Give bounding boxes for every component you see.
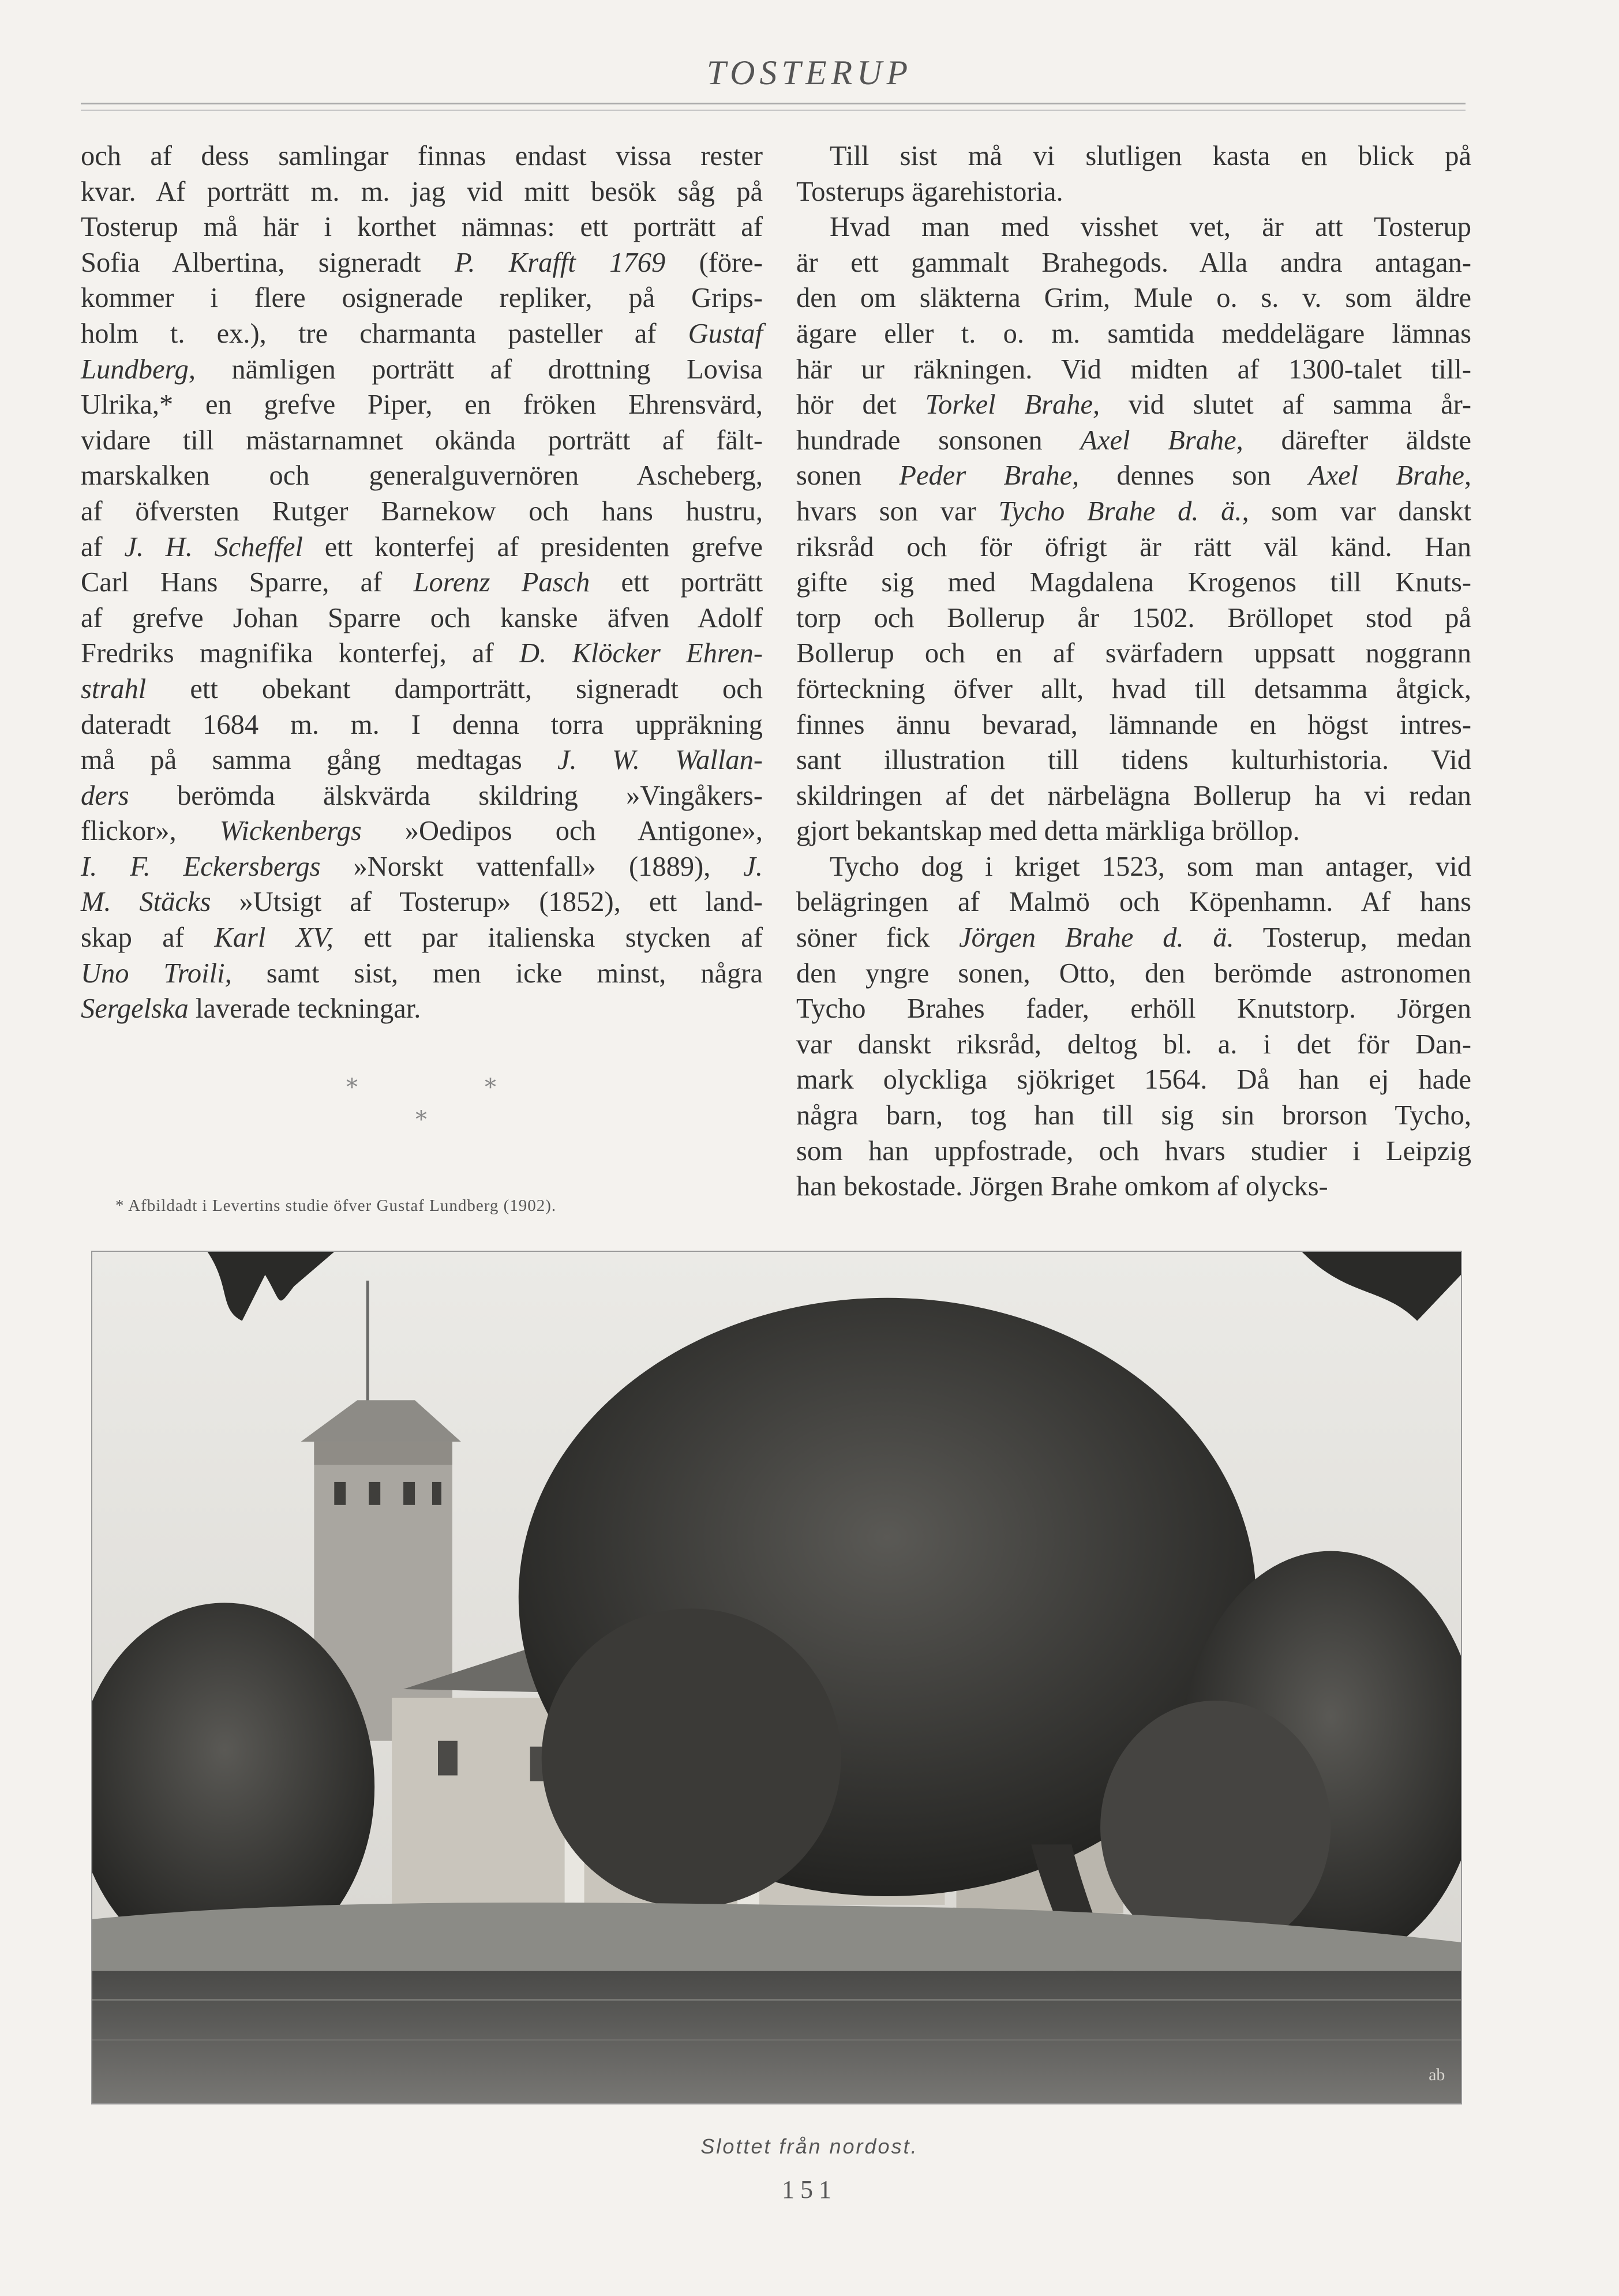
photo-monogram: ab: [1429, 2065, 1445, 2085]
page-number: 151: [782, 2175, 837, 2204]
text-line: Tosterup må här i korthet nämnas: ett porträtt af: [81, 212, 763, 243]
text-line: sonen Peder Brahe, dennes son Axel Brahe,: [796, 460, 1471, 492]
text-line: han bekostade. Jörgen Brahe omkom af olycks-: [796, 1171, 1328, 1202]
text-line: finnes ännu bevarad, lämnande en högst intres-: [796, 709, 1471, 740]
text-line: några barn, tog han till sig sin brorson Tycho,: [796, 1100, 1471, 1131]
text-line: förteckning öfver allt, hvad till detsamma åtgick,: [796, 673, 1471, 704]
italic-name: strahl: [81, 673, 147, 704]
text-line: är ett gammalt Brahegods. Alla andra antagan-: [796, 247, 1471, 278]
running-head: TOSTERUP: [706, 54, 913, 92]
text-line: af grefve Johan Sparre och kanske äfven Adolf: [81, 602, 763, 633]
text-line: Till sist må vi slutligen kasta en blick på: [830, 141, 1471, 171]
paragraph: [796, 849, 1471, 1205]
text-line: den om släkterna Grim, Mule o. s. v. som äldre: [796, 283, 1471, 314]
italic-name: Sergelska: [81, 993, 189, 1025]
text-line: mark olyckliga sjökriget 1564. Då han ej hade: [796, 1064, 1471, 1096]
text-line: hör det Torkel Brahe, vid slutet af samma år-: [796, 389, 1472, 421]
italic-name: ders: [81, 780, 129, 811]
italic-name: Peder Brahe,: [899, 460, 1080, 492]
text-line: kommer i flere osignerade repliker, på Grips-: [81, 283, 763, 314]
text-line: hundrade sonsonen Axel Brahe, därefter äldste: [796, 425, 1471, 456]
paragraph: [796, 138, 1471, 209]
text-line: sant illustration till tidens kulturhistoria. Vid: [796, 745, 1471, 776]
text-line: hvars son var Tycho Brahe d. ä., som var danskt: [796, 496, 1471, 527]
text-line: Ulrika,* en grefve Piper, en fröken Ehrensvärd,: [81, 389, 763, 421]
right-column: [796, 138, 1471, 1205]
asterism: [323, 1074, 531, 1138]
asterism-star: *: [415, 1106, 427, 1133]
text-line: holm t. ex.), tre charmanta pasteller af Gustaf: [81, 318, 763, 349]
italic-name: D. Klöcker Ehren-: [519, 638, 763, 669]
photo-water: [92, 1971, 1461, 2103]
italic-name: Torkel Brahe,: [925, 389, 1100, 421]
footnote: * Afbildadt i Levertins studie öfver Gustaf Lundberg (1902).: [115, 1196, 557, 1215]
text-line: marskalken och generalguvernören Ascheberg,: [81, 460, 763, 492]
header-rule: [81, 103, 1466, 104]
castle-photo-illustration: [92, 1252, 1461, 2103]
text-line: var danskt riksråd, deltog bl. a. i det för Dan-: [796, 1029, 1471, 1060]
italic-name: Uno Troili,: [81, 958, 232, 989]
italic-name: P. Krafft 1769: [454, 247, 666, 278]
italic-name: Lundberg,: [81, 354, 196, 385]
text-line: Hvad man med visshet vet, är att Tosterup: [830, 212, 1471, 243]
text-line: Uno Troili, samt sist, men icke minst, några: [81, 958, 763, 989]
text-line: skildringen af det närbelägna Bollerup ha vi redan: [796, 780, 1471, 811]
italic-name: J. H. Scheffel: [124, 531, 303, 562]
text-line: riksråd och för öfrigt är rätt väl känd. Han: [796, 531, 1471, 562]
text-line: Bollerup och en af svärfadern uppsatt noggrann: [796, 638, 1471, 669]
paragraph: [796, 209, 1471, 849]
text-line: I. F. Eckersbergs »Norskt vattenfall» (1889), J.: [81, 851, 763, 882]
text-line: Sergelska laverade teckningar.: [81, 993, 421, 1025]
italic-name: J. W. Wallan-: [557, 745, 763, 776]
italic-name: Gustaf: [688, 318, 763, 349]
text-line: Sofia Albertina, signeradt P. Krafft 1769 (före-: [81, 247, 763, 278]
italic-name: I. F. Eckersbergs: [81, 851, 321, 882]
italic-name: J.: [743, 851, 763, 882]
text-line: Tycho dog i kriget 1523, som man antager, vid: [830, 851, 1471, 882]
figure-caption: Slottet från nordost.: [700, 2134, 919, 2158]
text-line: och af dess samlingar finnas endast vissa rester: [81, 141, 763, 171]
italic-name: Tycho Brahe d. ä.,: [998, 496, 1249, 527]
italic-name: Karl XV,: [214, 922, 333, 954]
castle-photograph: [91, 1251, 1462, 2104]
text-line: af J. H. Scheffel ett konterfej af presidenten grefve: [81, 531, 763, 562]
text-line: söner fick Jörgen Brahe d. ä. Tosterup, medan: [796, 922, 1471, 954]
text-line: här ur räkningen. Vid midten af 1300-talet till-: [796, 354, 1471, 385]
text-line: kvar. Af porträtt m. m. jag vid mitt besök såg på: [81, 176, 763, 207]
italic-name: Axel Brahe,: [1080, 425, 1243, 456]
text-line: ägare eller t. o. m. samtida meddelägare lämnas: [796, 318, 1471, 349]
left-column: [81, 138, 763, 1027]
text-line: Tosterups ägarehistoria.: [796, 176, 1063, 207]
italic-name: Lorenz Pasch: [413, 567, 590, 598]
text-line: torp och Bollerup år 1502. Bröllopet stod på: [796, 602, 1471, 633]
asterism-star: *: [346, 1074, 358, 1101]
text-line: af öfversten Rutger Barnekow och hans hustru,: [81, 496, 763, 527]
text-line: gifte sig med Magdalena Krogenos till Knuts-: [796, 567, 1471, 598]
paragraph: [81, 138, 763, 1027]
header-rule-thin: [81, 110, 1466, 111]
text-line: gjort bekantskap med detta märkliga bröllop.: [796, 816, 1300, 847]
text-line: som han uppfostrade, och hvars studier i Leipzig: [796, 1135, 1471, 1166]
italic-name: Axel Brahe,: [1308, 460, 1471, 492]
text-line: belägringen af Malmö och Köpenhamn. Af hans: [796, 887, 1471, 918]
text-line: dateradt 1684 m. m. I denna torra uppräkning: [81, 709, 763, 740]
italic-name: Wickenbergs: [219, 816, 362, 847]
italic-name: Jörgen Brahe d. ä.: [959, 922, 1234, 954]
text-line: flickor», Wickenbergs »Oedipos och Antigone»,: [81, 816, 763, 847]
text-line: den yngre sonen, Otto, den berömde astronomen: [796, 958, 1471, 989]
italic-name: M. Stäcks: [81, 887, 211, 918]
text-line: skap af Karl XV, ett par italienska stycken af: [81, 922, 763, 954]
text-line: Fredriks magnifika konterfej, af D. Klöcker Ehren-: [81, 638, 763, 669]
text-line: må på samma gång medtagas J. W. Wallan-: [81, 745, 763, 776]
text-line: vidare till mästarnamnet okända porträtt af fält-: [81, 425, 763, 456]
asterism-star: *: [485, 1074, 496, 1101]
text-line: M. Stäcks »Utsigt af Tosterup» (1852), ett land-: [81, 887, 763, 918]
text-line: ders berömda älskvärda skildring »Vingåkers-: [81, 780, 763, 811]
text-line: Tycho Brahes fader, erhöll Knutstorp. Jörgen: [796, 993, 1471, 1025]
text-line: strahl ett obekant damporträtt, signeradt och: [81, 673, 763, 704]
text-line: Lundberg, nämligen porträtt af drottning Lovisa: [81, 354, 763, 385]
text-line: Carl Hans Sparre, af Lorenz Pasch ett porträtt: [81, 567, 763, 598]
